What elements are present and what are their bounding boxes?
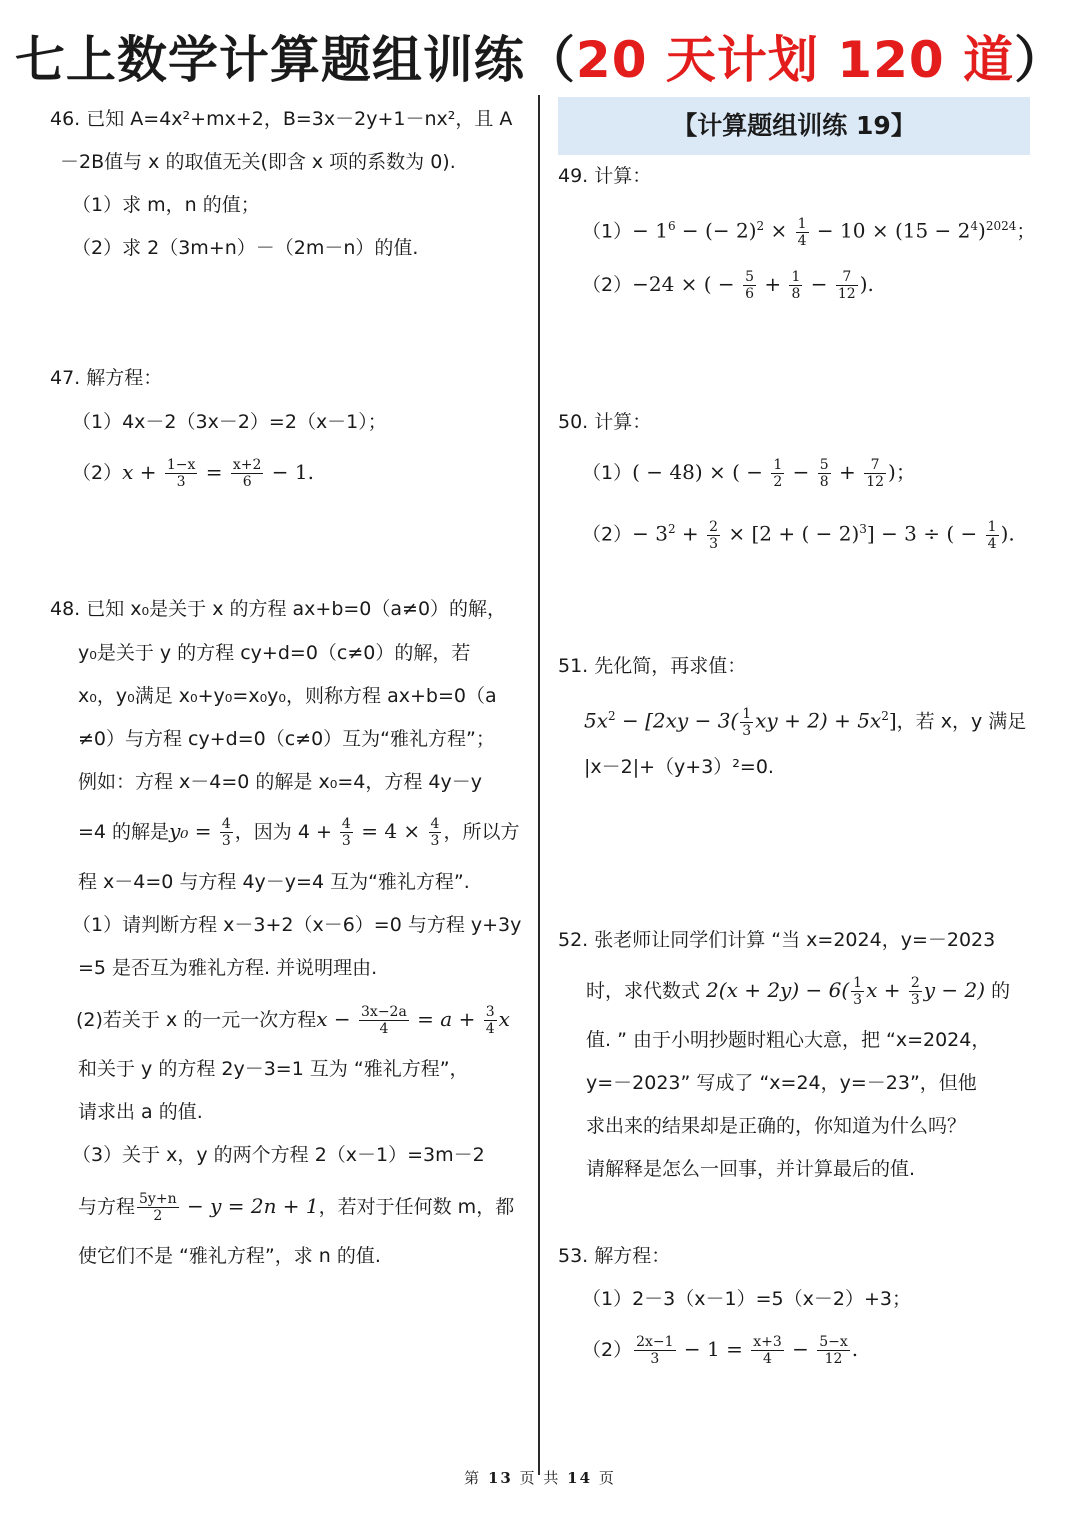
q50-line-3 xyxy=(582,512,1015,552)
column-divider xyxy=(538,95,540,1475)
q51-l2c: xy + 2) + 5x xyxy=(755,708,882,733)
q48-f3n: 4 xyxy=(430,816,440,832)
q51-f1d: 3 xyxy=(742,722,752,739)
q48-f6n: 5y+n xyxy=(139,1191,177,1207)
q49-frac-2 xyxy=(743,269,756,302)
q50-l2e: )； xyxy=(888,460,916,484)
q51-l2d: ] xyxy=(888,708,897,733)
q47-line-3 xyxy=(72,455,314,490)
q48-line-2: y₀是关于 y 的方程 cy+d=0（c≠0）的解，若 xyxy=(78,642,471,664)
q52-l2a: 时，求代数式 xyxy=(586,980,707,1002)
footer-suffix: 页 xyxy=(598,1469,616,1487)
q48-f5d: 4 xyxy=(485,1021,495,1037)
q49-f2d: 6 xyxy=(745,286,754,302)
q49-f1n: 1 xyxy=(797,215,807,232)
q52-l2c: x + xyxy=(866,978,907,1002)
q51-s1: 2 xyxy=(608,709,616,723)
q52-f1d: 3 xyxy=(853,992,863,1008)
section-banner: 【计算题组训练 19】 xyxy=(558,97,1030,155)
q48-line-14 xyxy=(78,1189,514,1224)
q50-l2c: − xyxy=(786,460,816,484)
q50-frac-1 xyxy=(771,457,784,490)
q51-f1n: 1 xyxy=(742,705,752,722)
q48-f5n: 3 xyxy=(485,1004,495,1020)
q48-frac-4 xyxy=(359,1004,409,1037)
q49-l2f: ) xyxy=(978,218,986,243)
q50-frac-4 xyxy=(707,519,720,552)
q50-f4n: 2 xyxy=(709,518,718,535)
q49-l3b: −24 × ( − xyxy=(632,272,742,296)
q50-l2b: ( − 48) × ( − xyxy=(632,460,770,484)
q47-frac-2 xyxy=(231,457,264,490)
q49-f2n: 5 xyxy=(745,269,754,285)
q50-l2d: + xyxy=(832,460,863,484)
q51-line-2 xyxy=(584,699,1026,739)
q47-line-2: （1）4x－2（3x－2）=2（x－1）； xyxy=(72,411,387,433)
q51-frac-1 xyxy=(740,706,753,739)
q50-f3d: 12 xyxy=(866,474,885,490)
q49-l2e: − 10 × (15 − 2 xyxy=(810,218,971,243)
q52-f2d: 3 xyxy=(910,992,920,1008)
q53-f1d: 3 xyxy=(650,1351,660,1367)
q49-l2b: − 1 xyxy=(632,218,668,243)
q52-frac-2 xyxy=(909,975,922,1008)
q49-s1: 6 xyxy=(667,219,676,233)
q47-l3c: = xyxy=(199,460,229,484)
q48-line-9: =5 是否互为雅礼方程. 并说明理由. xyxy=(78,957,378,979)
q48-line-15: 使它们不是 “雅礼方程”，求 n 的值. xyxy=(78,1245,381,1267)
q50-f1d: 2 xyxy=(773,474,783,490)
q48-l6b: y₀ = xyxy=(169,819,218,843)
q53-line-3 xyxy=(582,1332,858,1367)
q49-f1d: 4 xyxy=(797,232,807,249)
q50-f5d: 4 xyxy=(987,535,997,552)
q53-f3d: 12 xyxy=(824,1351,843,1367)
page-footer xyxy=(0,1467,1080,1488)
q49-l2a: （1） xyxy=(582,220,633,243)
q48-line-11: 和关于 y 的方程 2y－3=1 互为 “雅礼方程”， xyxy=(78,1058,469,1080)
q48-line-13: （3）关于 x，y 的两个方程 2（x－1）=3m－2 xyxy=(72,1144,485,1166)
q47-l3b: x + xyxy=(122,460,163,484)
q48-l6e: ，所以方 xyxy=(443,821,520,843)
q48-line-10 xyxy=(76,1002,510,1037)
q53-f2n: x+3 xyxy=(753,1334,782,1350)
q52-f1n: 1 xyxy=(853,975,863,991)
q50-frac-3 xyxy=(864,457,886,490)
q53-f2d: 4 xyxy=(763,1351,772,1367)
q53-f3n: 5−x xyxy=(819,1334,848,1350)
q52-l2e: 的 xyxy=(985,980,1011,1002)
q48-f4d: 4 xyxy=(379,1021,389,1037)
q48-f4n: 3x−2a xyxy=(361,1004,407,1020)
q53-frac-1 xyxy=(634,1334,675,1367)
q49-l3e: ). xyxy=(859,272,874,296)
q48-frac-3 xyxy=(429,816,442,849)
q49-f4n: 7 xyxy=(836,269,858,286)
q46-line-4: （2）求 2（3m+n）－（2m－n）的值. xyxy=(72,237,419,259)
q48-l10b: x − xyxy=(316,1007,358,1031)
q48-frac-5 xyxy=(484,1004,497,1037)
q49-line-2 xyxy=(582,209,1035,249)
q48-f2n: 4 xyxy=(341,816,351,832)
q46-line-2: －2B值与 x 的取值无关(即含 x 项的系数为 0). xyxy=(60,151,456,173)
q52-line-5: 求出来的结果却是正确的，你知道为什么吗？ xyxy=(586,1115,967,1137)
q50-line-1: 50. 计算： xyxy=(558,411,652,433)
title-highlight: 20 天计划 120 道 xyxy=(575,31,1015,89)
q52-line-1: 52. 张老师让同学们计算 “当 x=2024，y=－2023 xyxy=(558,929,996,951)
q51-line-1: 51. 先化简，再求值： xyxy=(558,655,747,677)
q49-l3d: − xyxy=(804,272,834,296)
q52-l2b: 2(x + 2y) − 6( xyxy=(706,978,850,1002)
q51-l2b: − [2xy − 3( xyxy=(615,708,739,733)
q48-frac-6 xyxy=(137,1191,179,1224)
q48-line-1: 48. 已知 x₀是关于 x 的方程 ax+b=0（a≠0）的解， xyxy=(50,598,507,620)
q53-frac-2 xyxy=(751,1334,784,1367)
q48-l10a: (2)若关于 x 的一元一次方程 xyxy=(76,1009,317,1031)
q50-f1n: 1 xyxy=(773,457,783,473)
q48-l10c: = a + xyxy=(410,1007,482,1031)
q48-l14b: − y = 2n + 1 xyxy=(180,1194,319,1218)
q49-l3a: （2） xyxy=(582,274,633,296)
q49-s4: 2024 xyxy=(985,219,1017,233)
q51-line-3: |x－2|+（y+3）²=0. xyxy=(584,756,774,778)
q48-line-3: x₀，y₀满足 x₀+y₀=x₀y₀，则称方程 ax+b=0（a xyxy=(78,685,497,707)
q48-line-5: 例如：方程 x－4=0 的解是 x₀=4，方程 4y－y xyxy=(78,771,482,793)
q50-s2: 3 xyxy=(859,522,867,536)
footer-page-number: 13 xyxy=(487,1469,513,1487)
q53-frac-3 xyxy=(817,1334,850,1367)
q52-l2d: y − 2) xyxy=(923,978,986,1002)
q52-line-6: 请解释是怎么一回事，并计算最后的值. xyxy=(586,1158,916,1180)
q49-frac-4 xyxy=(836,269,858,302)
q49-line-3 xyxy=(582,267,874,302)
q46-line-3: （1）求 m，n 的值； xyxy=(72,194,260,216)
q53-l3c: − xyxy=(785,1337,816,1361)
page-title xyxy=(0,30,1080,90)
q50-l3d: × [2 + ( − 2) xyxy=(721,521,860,546)
q49-frac-1 xyxy=(796,216,809,249)
q48-line-12: 请求出 a 的值. xyxy=(78,1101,203,1123)
q50-f2n: 5 xyxy=(819,457,829,473)
q49-line-1: 49. 计算： xyxy=(558,165,652,187)
q48-l10d: x xyxy=(498,1007,510,1031)
q46-line-1: 46. 已知 A=4x²+mx+2，B=3x－2y+1－nx²，且 A xyxy=(50,108,513,130)
q50-f2d: 8 xyxy=(819,474,829,490)
q53-line-2: （1）2－3（x－1）=5（x－2）+3； xyxy=(582,1288,911,1310)
q52-line-4: y=－2023” 写成了 “x=24，y=－23”，但他 xyxy=(586,1072,977,1094)
q48-f2d: 3 xyxy=(341,833,351,849)
q49-l3c: + xyxy=(757,272,788,296)
q48-line-7: 程 x－4=0 与方程 4y－y=4 互为“雅礼方程”. xyxy=(78,871,470,893)
q49-l2g: ； xyxy=(1016,220,1036,243)
footer-mid: 页 共 xyxy=(519,1469,561,1487)
q51-s2: 2 xyxy=(881,709,889,723)
q50-l3e: ] − 3 ÷ ( − xyxy=(866,521,984,546)
q50-f4d: 3 xyxy=(709,535,718,552)
q50-l3b: − 3 xyxy=(632,521,668,546)
q48-f1n: 4 xyxy=(221,816,231,832)
q48-l6c: ，因为 4 + xyxy=(234,821,338,843)
q50-f3n: 7 xyxy=(864,457,886,474)
q53-l3a: （2） xyxy=(582,1339,633,1361)
q50-l3c: + xyxy=(675,521,706,546)
q47-line-1: 47. 解方程： xyxy=(50,367,163,389)
q48-f1d: 3 xyxy=(221,833,231,849)
q49-s3: 4 xyxy=(970,219,979,233)
q53-l3b: − 1 = xyxy=(677,1337,750,1361)
q47-f2d: 6 xyxy=(242,474,252,490)
q52-f2n: 2 xyxy=(910,975,920,991)
q47-f1d: 3 xyxy=(176,474,186,490)
q48-line-6 xyxy=(78,814,519,849)
q53-f1n: 2x−1 xyxy=(636,1334,674,1350)
q48-l14c: ，若对于任何数 m，都 xyxy=(318,1196,515,1218)
q50-l3a: （2） xyxy=(582,523,633,546)
q47-l3d: − 1. xyxy=(265,460,314,484)
q48-l6d: = 4 × xyxy=(354,819,427,843)
q48-f6d: 2 xyxy=(153,1208,163,1224)
q51-l2e: ，若 x，y 满足 xyxy=(896,710,1027,733)
q49-f4d: 12 xyxy=(837,286,856,302)
q53-l3d: . xyxy=(851,1337,859,1361)
q49-l2c: − (− 2) xyxy=(675,218,757,243)
title-part3: ） xyxy=(1014,31,1066,89)
q51-l2a: 5x xyxy=(584,708,609,733)
q49-s2: 2 xyxy=(756,219,765,233)
q50-frac-5 xyxy=(986,519,999,552)
q47-frac-1 xyxy=(165,457,198,490)
q48-l6a: =4 的解是 xyxy=(78,821,170,843)
q48-line-4: ≠0）与方程 cy+d=0（c≠0）互为“雅礼方程”； xyxy=(78,728,495,750)
q49-f3n: 1 xyxy=(791,269,801,285)
q49-l2d: × xyxy=(764,218,794,243)
footer-prefix: 第 xyxy=(464,1469,482,1487)
title-part1: 七上数学计算题组训练（ xyxy=(14,31,576,89)
q49-frac-3 xyxy=(789,269,802,302)
q47-f1n: 1−x xyxy=(166,457,196,473)
q50-frac-2 xyxy=(818,457,831,490)
q50-l2a: （1） xyxy=(582,462,633,484)
q49-f3d: 8 xyxy=(791,286,801,302)
q48-frac-2 xyxy=(340,816,353,849)
q48-frac-1 xyxy=(220,816,233,849)
q47-f2n: x+2 xyxy=(232,457,262,473)
q53-line-1: 53. 解方程： xyxy=(558,1245,671,1267)
q50-l3f: ). xyxy=(1000,521,1015,546)
q52-line-2 xyxy=(586,973,1010,1008)
q50-f5n: 1 xyxy=(987,518,997,535)
q48-line-8: （1）请判断方程 x－3+2（x－6）=0 与方程 y+3y xyxy=(72,914,522,936)
q47-l3a: （2） xyxy=(72,462,123,484)
footer-total-pages: 14 xyxy=(567,1469,593,1487)
q52-line-3: 值. ” 由于小明抄题时粗心大意，把 “x=2024， xyxy=(586,1029,991,1051)
q50-s1: 2 xyxy=(667,522,676,536)
q50-line-2 xyxy=(582,455,916,490)
q48-l14a: 与方程 xyxy=(78,1196,136,1218)
q48-f3d: 3 xyxy=(430,833,440,849)
q52-frac-1 xyxy=(851,975,864,1008)
